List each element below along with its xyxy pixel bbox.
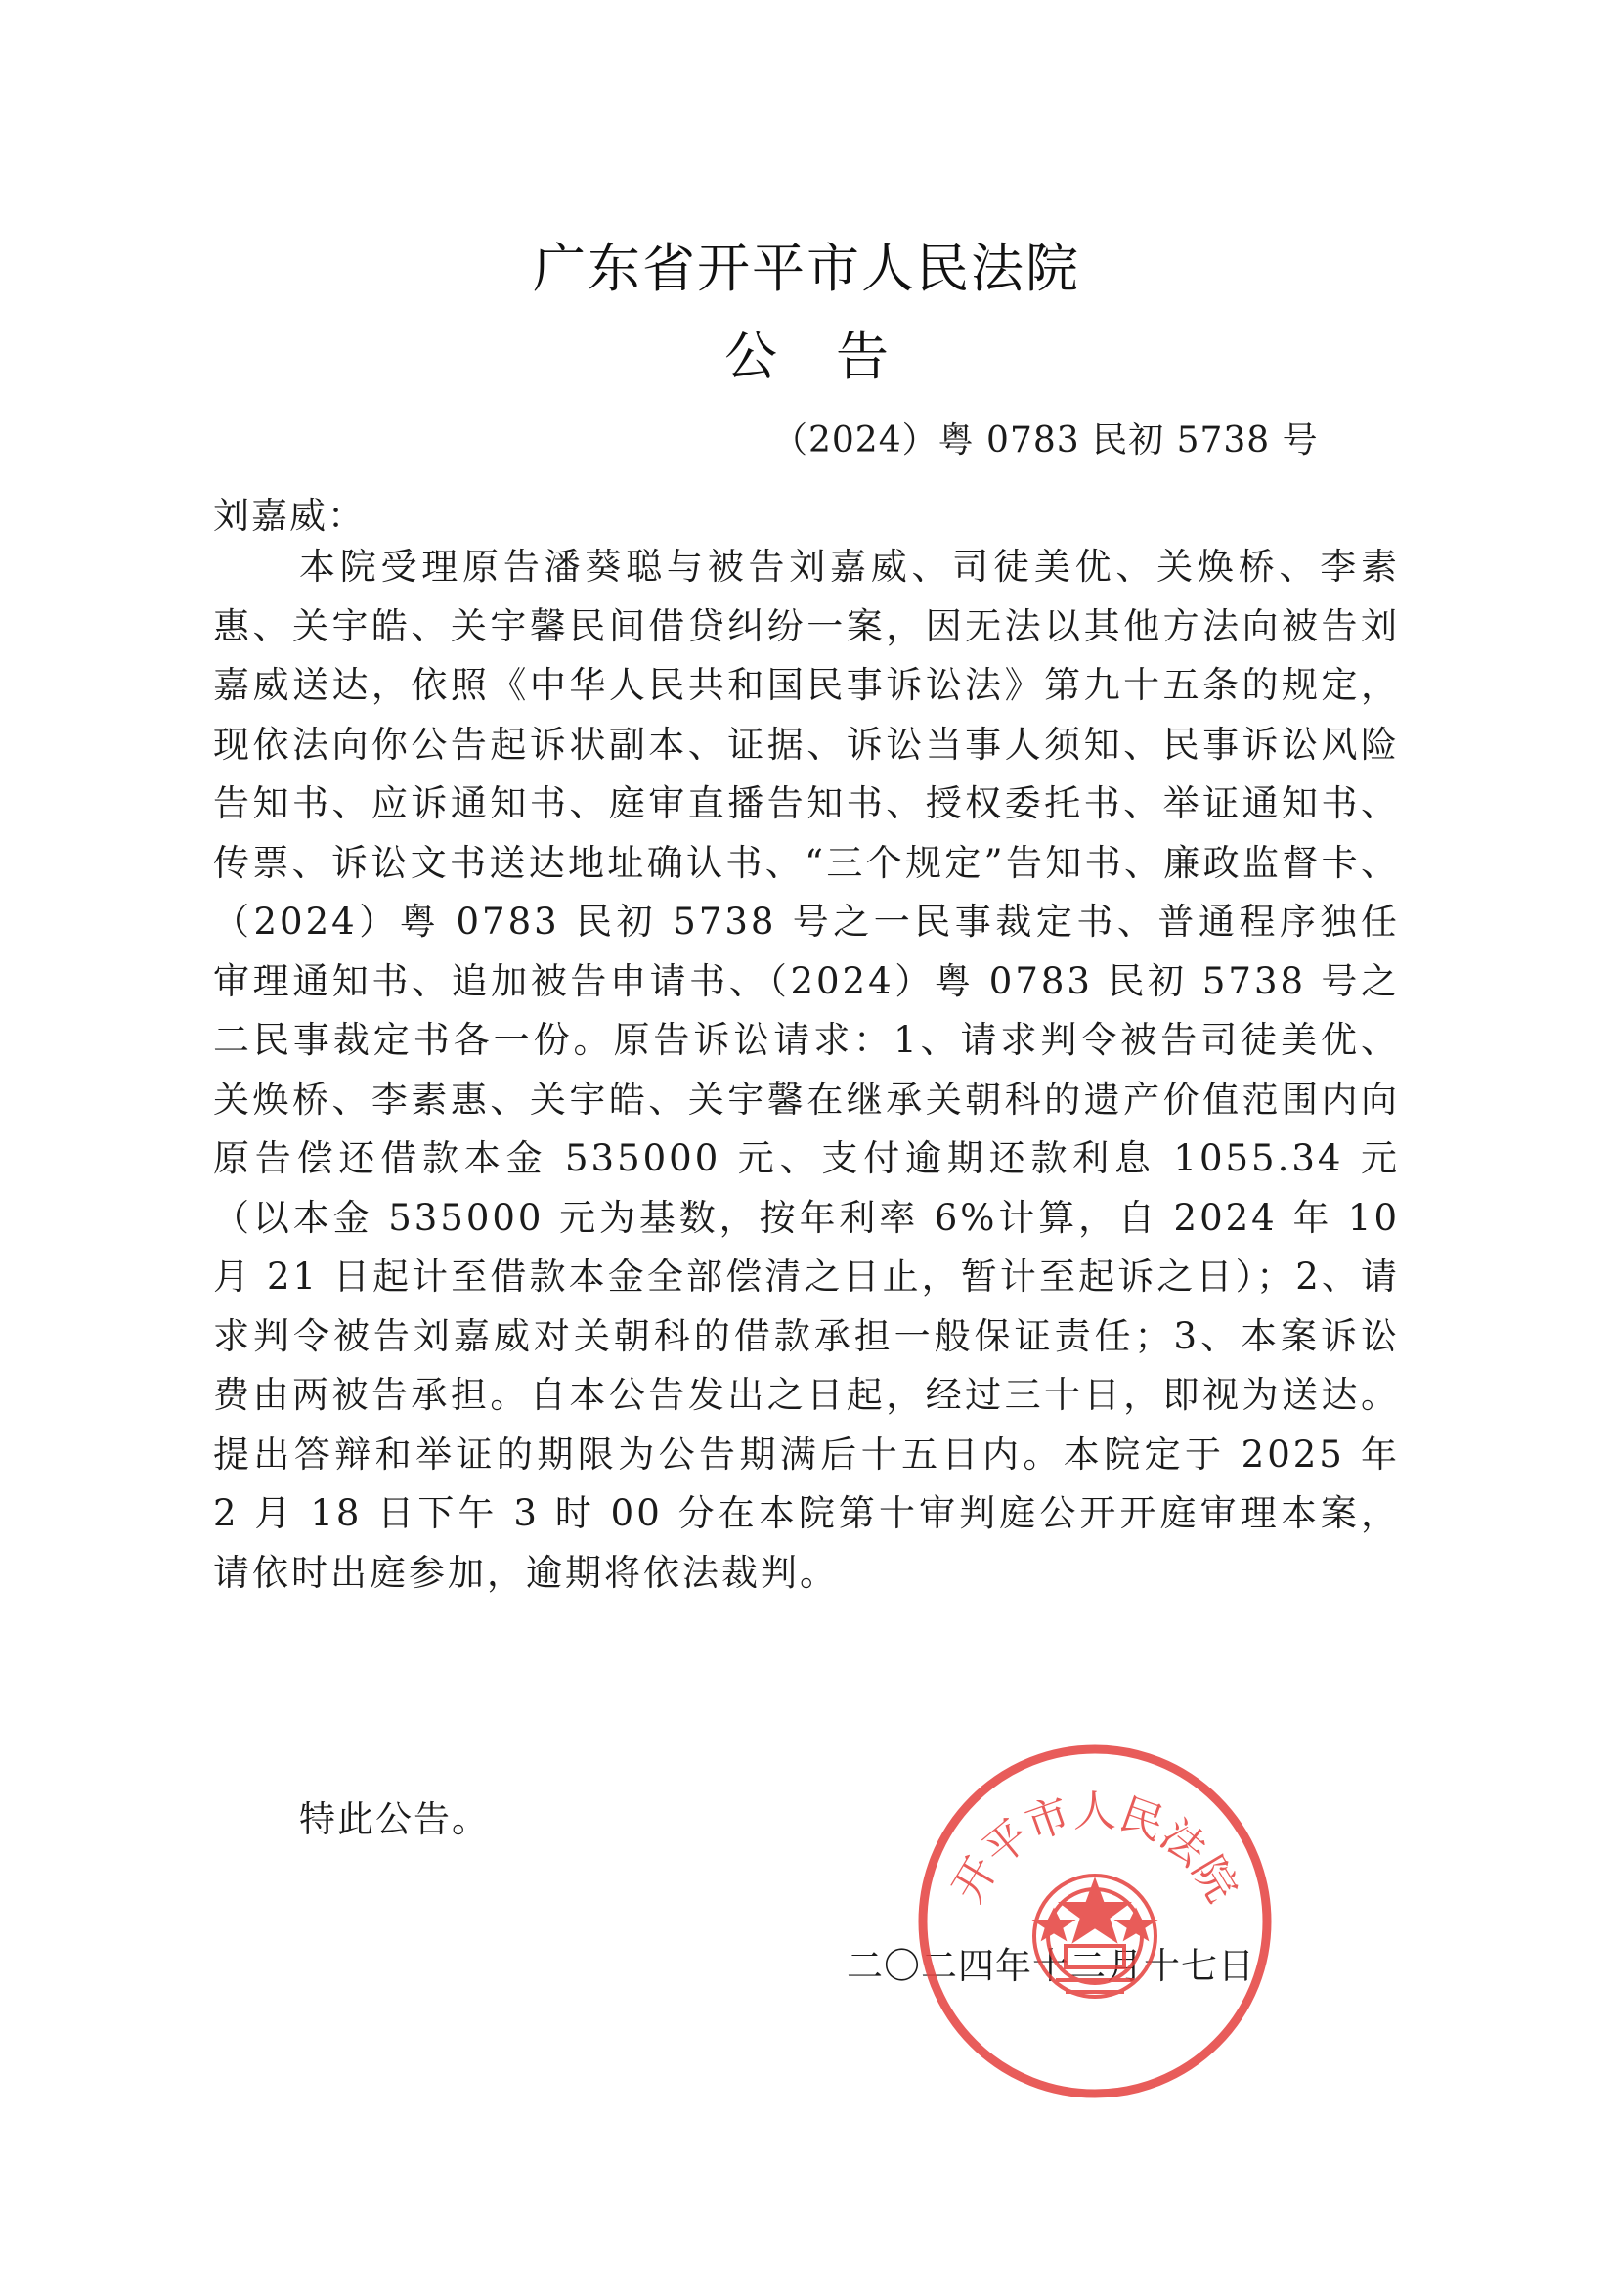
seal-text: 开平市人民法院	[942, 1787, 1247, 1911]
court-title: 广东省开平市人民法院	[533, 238, 1080, 299]
closing-statement: 特此公告。	[299, 1798, 490, 1840]
addressee: 刘嘉威：	[213, 495, 366, 537]
notice-body: 本院受理原告潘葵聪与被告刘嘉威、司徒美优、关焕桥、李素惠、关宇皓、关宇馨民间借贷纠纷一案，因无法以其他方法向被告刘嘉威送达，依照《中华人民共和国民事诉讼法》第九十五条的规定，现依法向你公告起诉状副本、证据、诉讼当事人须知、民事诉讼风险告知书、应诉通知书、庭审直播告知书、授权委托书、举证通知书、传票、诉讼文书送达地址确认书、“三个规定”告知书、廉政监督卡、（2024）粤 0783 民初 5738 号之一民事裁定书、普通程序独任审理通知书、追加被告申请书、（2024）粤 0783 民初 5738 号之二民事裁定书各一份。原告诉讼请求：1、请求判令被告司徒美优、关焕桥、李素惠、关宇皓、关宇馨在继承关朝科的遗产价值范围内向原告偿还借款本金 535000 元、支付逾期还款利息 1055.34 元（以本金 535000 元为基数，按年利率 6%计算，自 2024 年 10 月 21 日起计至借款本金全部偿清之日止，暂计至起诉之日）；2、请求判令被告刘嘉威对关朝科的借款承担一般保证责任；3、本案诉讼费由两被告承担。自本公告发出之日起，经过三十日，即视为送达。提出答辩和举证的期限为公告期满后十五日内。本院定于 2025 年 2 月 18 日下午 3 时 00 分在本院第十审判庭公开开庭审理本案，请依时出庭参加，逾期将依法裁判。	[213, 546, 1400, 1594]
court-seal-icon	[909, 1736, 1281, 2107]
case-number: （2024）粤 0783 民初 5738 号	[772, 420, 1319, 461]
document-type-heading: 公告	[724, 326, 947, 387]
issue-date: 二〇二四年十二月十七日	[847, 1945, 1255, 1987]
